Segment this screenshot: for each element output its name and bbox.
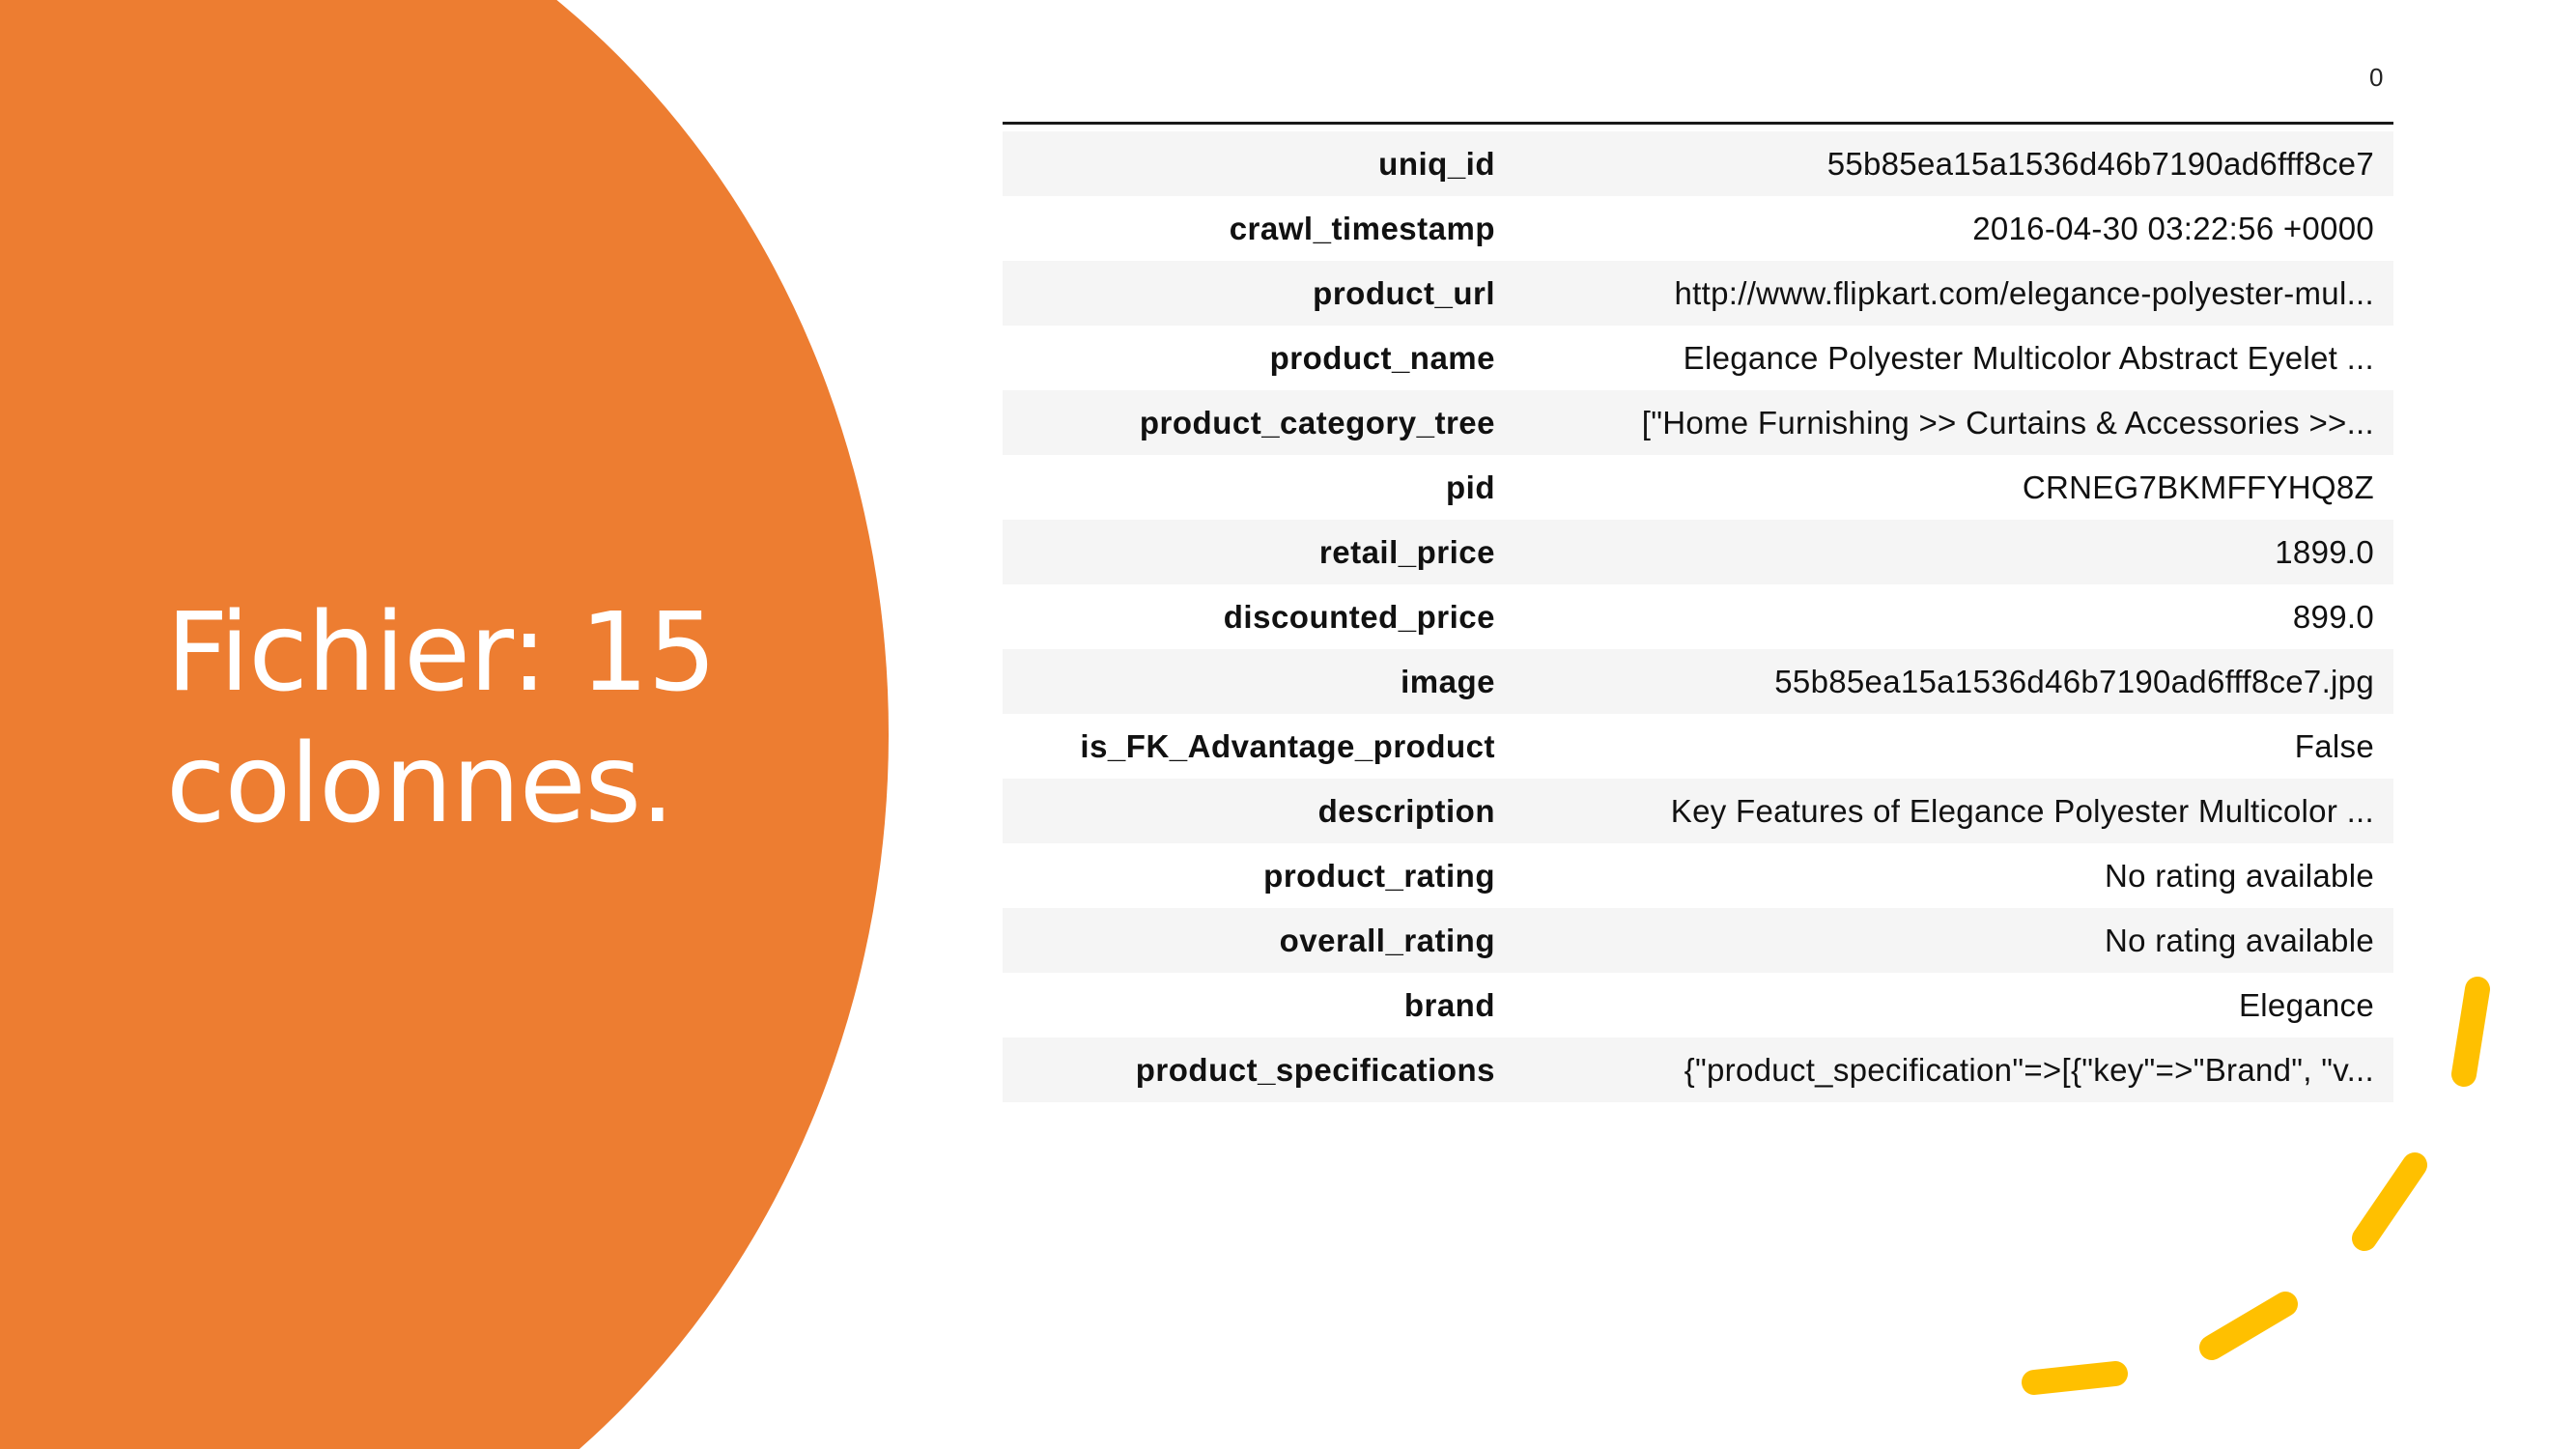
column-header-label: 0 bbox=[2369, 63, 2384, 92]
row-field-name: retail_price bbox=[1318, 533, 1495, 570]
row-field-name: description bbox=[1317, 792, 1495, 829]
row-field-value: No rating available bbox=[2104, 857, 2374, 894]
row-field-value: {"product_specification"=>[{"key"=>"Brand", "v... bbox=[1684, 1051, 2374, 1088]
table-row bbox=[1003, 131, 2393, 196]
row-field-name: crawl_timestamp bbox=[1229, 210, 1495, 246]
table-row bbox=[1003, 196, 2393, 261]
dataframe-table-body bbox=[1003, 131, 2393, 1102]
row-field-name: brand bbox=[1403, 986, 1495, 1023]
row-field-value: Elegance bbox=[2238, 986, 2374, 1023]
row-field-name: image bbox=[1401, 663, 1495, 699]
header-rule bbox=[1003, 122, 2393, 125]
row-field-value: CRNEG7BKMFFYHQ8Z bbox=[2022, 469, 2374, 505]
row-field-value: Elegance Polyester Multicolor Abstract Eyelet ... bbox=[1683, 339, 2374, 376]
table-row bbox=[1003, 843, 2393, 908]
row-field-value: 2016-04-30 03:22:56 +0000 bbox=[1972, 210, 2374, 246]
row-field-value: False bbox=[2294, 727, 2374, 764]
row-field-name: product_rating bbox=[1263, 857, 1495, 894]
row-field-name: is_FK_Advantage_product bbox=[1080, 727, 1495, 764]
row-field-value: Key Features of Elegance Polyester Multicolor ... bbox=[1670, 792, 2374, 829]
row-field-name: pid bbox=[1446, 469, 1495, 505]
row-field-name: product_category_tree bbox=[1139, 404, 1495, 440]
slide-title-line1: Fichier: 15 bbox=[166, 590, 716, 716]
row-field-value: 899.0 bbox=[2292, 598, 2374, 635]
slide-title bbox=[166, 587, 862, 850]
row-field-value: 55b85ea15a1536d46b7190ad6fff8ce7 bbox=[1826, 145, 2374, 182]
row-field-name: uniq_id bbox=[1378, 145, 1495, 182]
table-row bbox=[1003, 326, 2393, 390]
table-row bbox=[1003, 455, 2393, 520]
row-field-name: discounted_price bbox=[1223, 598, 1495, 635]
row-field-value: 55b85ea15a1536d46b7190ad6fff8ce7.jpg bbox=[1774, 663, 2374, 699]
table-row bbox=[1003, 261, 2393, 326]
table-row bbox=[1003, 584, 2393, 649]
row-field-value: No rating available bbox=[2104, 922, 2374, 958]
row-field-name: product_name bbox=[1269, 339, 1495, 376]
table-row bbox=[1003, 779, 2393, 843]
table-row bbox=[1003, 973, 2393, 1037]
slide-title-line2: colonnes. bbox=[166, 722, 674, 847]
row-field-value: 1899.0 bbox=[2275, 533, 2374, 570]
dataframe-table bbox=[1003, 131, 2393, 1102]
table-row bbox=[1003, 908, 2393, 973]
row-field-name: product_url bbox=[1313, 274, 1495, 311]
table-row bbox=[1003, 649, 2393, 714]
table-row bbox=[1003, 520, 2393, 584]
row-field-value: ["Home Furnishing >> Curtains & Accessories >>... bbox=[1641, 404, 2374, 440]
row-field-name: product_specifications bbox=[1135, 1051, 1495, 1088]
row-field-name: overall_rating bbox=[1279, 922, 1495, 958]
table-row bbox=[1003, 1037, 2393, 1102]
row-field-value: http://www.flipkart.com/elegance-polyester-mul... bbox=[1674, 274, 2374, 311]
table-row bbox=[1003, 390, 2393, 455]
table-row bbox=[1003, 714, 2393, 779]
